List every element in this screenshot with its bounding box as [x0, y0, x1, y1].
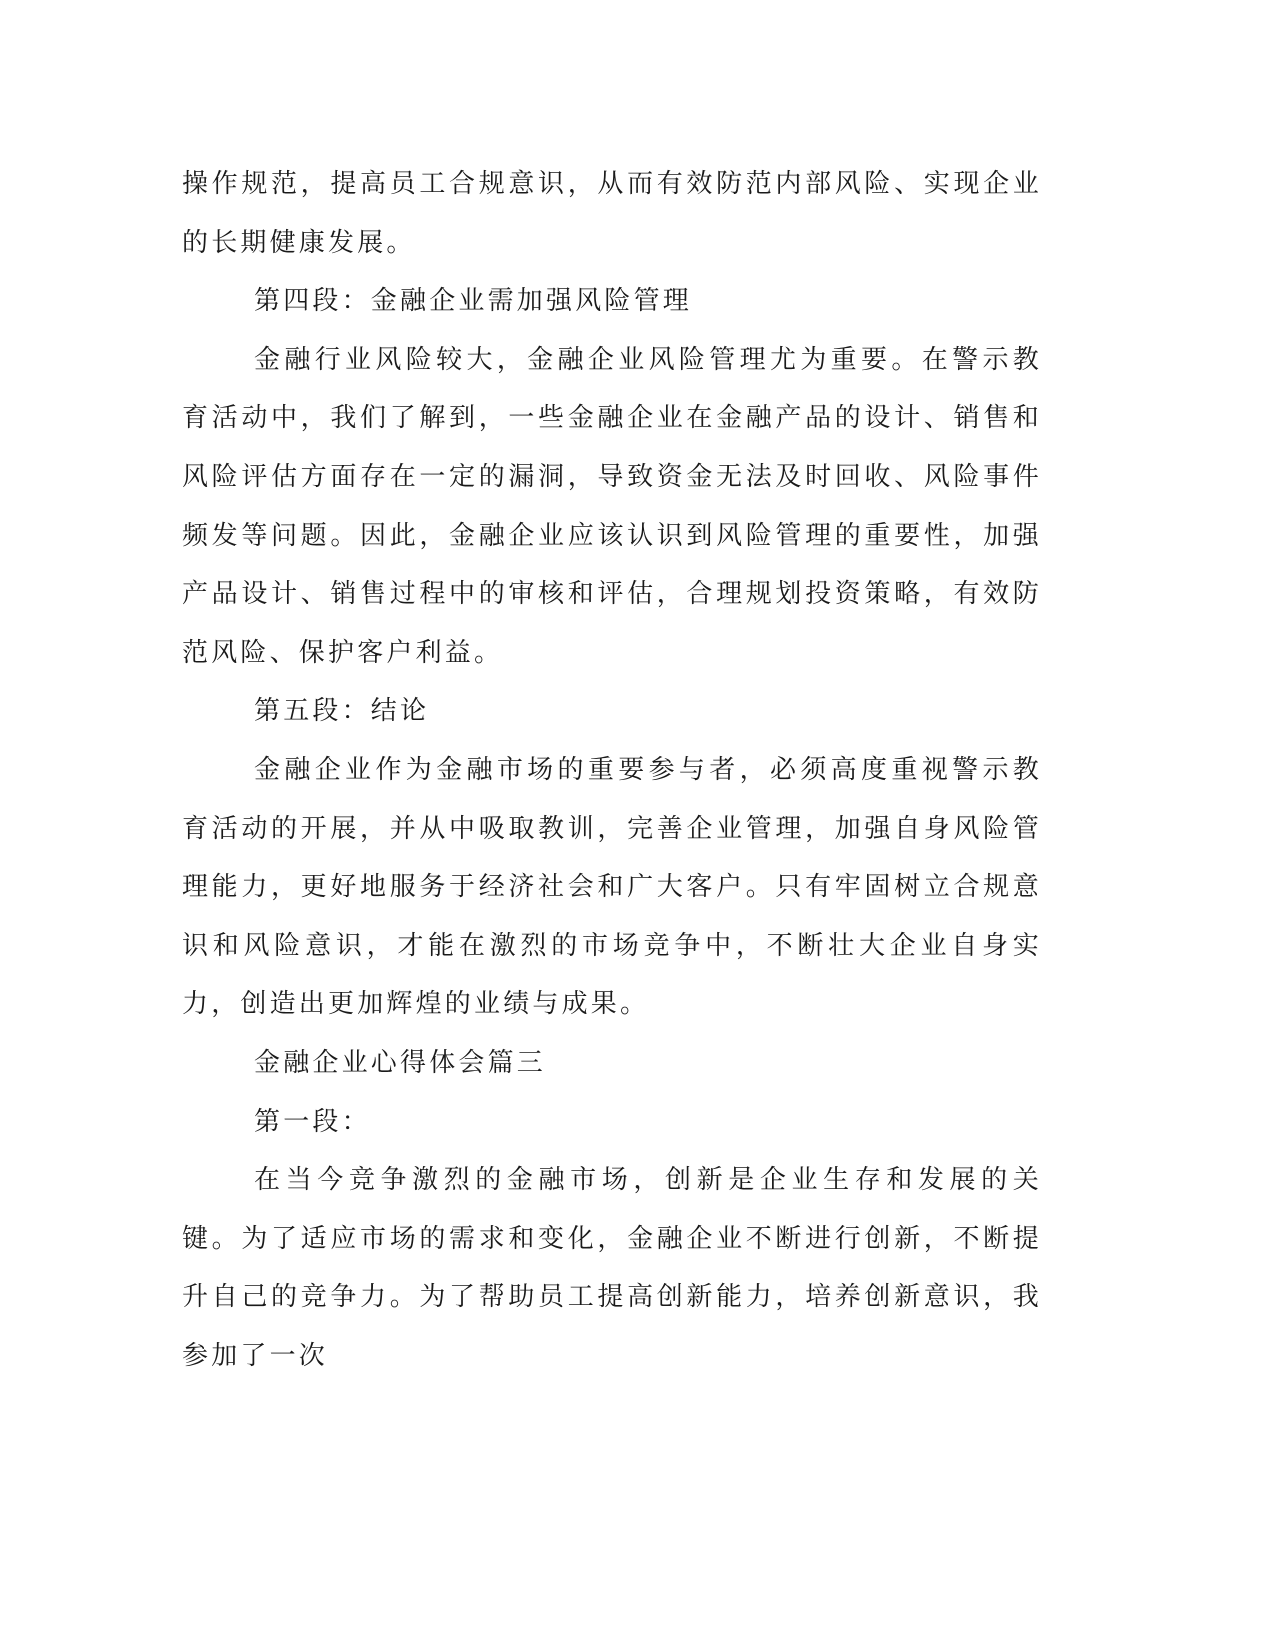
document-body	[182, 155, 1042, 1385]
section-heading-five: 第五段：结论	[254, 696, 430, 727]
paragraph-conclusion: 金融企业作为金融市场的重要参与者，必须高度重视警示教育活动的开展，并从中吸取教训，完善企业管理，加强自身风险管理能力，更好地服务于经济社会和广大客户。只有牢固树立合规意识和风险意识，才能在激烈的市场竞争中，不断壮大企业自身实力，创造出更加辉煌的业绩与成果。	[182, 754, 1042, 1020]
section-heading-one: 第一段：	[254, 1106, 371, 1137]
paragraph-innovation: 在当今竞争激烈的金融市场，创新是企业生存和发展的关键。为了适应市场的需求和变化，金融企业不断进行创新，不断提升自己的竞争力。为了帮助员工提高创新能力，培养创新意识，我参加了一次	[182, 1165, 1042, 1371]
article-title-part-three: 金融企业心得体会篇三	[254, 1047, 547, 1078]
paragraph-risk-management: 金融行业风险较大，金融企业风险管理尤为重要。在警示教育活动中，我们了解到，一些金融企业在金融产品的设计、销售和风险评估方面存在一定的漏洞，导致资金无法及时回收、风险事件频发等问题。因此，金融企业应该认识到风险管理的重要性，加强产品设计、销售过程中的审核和评估，合理规划投资策略，有效防范风险、保护客户利益。	[182, 344, 1042, 668]
section-heading-four: 第四段：金融企业需加强风险管理	[254, 286, 693, 317]
paragraph-continuation: 操作规范，提高员工合规意识，从而有效防范内部风险、实现企业的长期健康发展。	[182, 169, 1042, 258]
